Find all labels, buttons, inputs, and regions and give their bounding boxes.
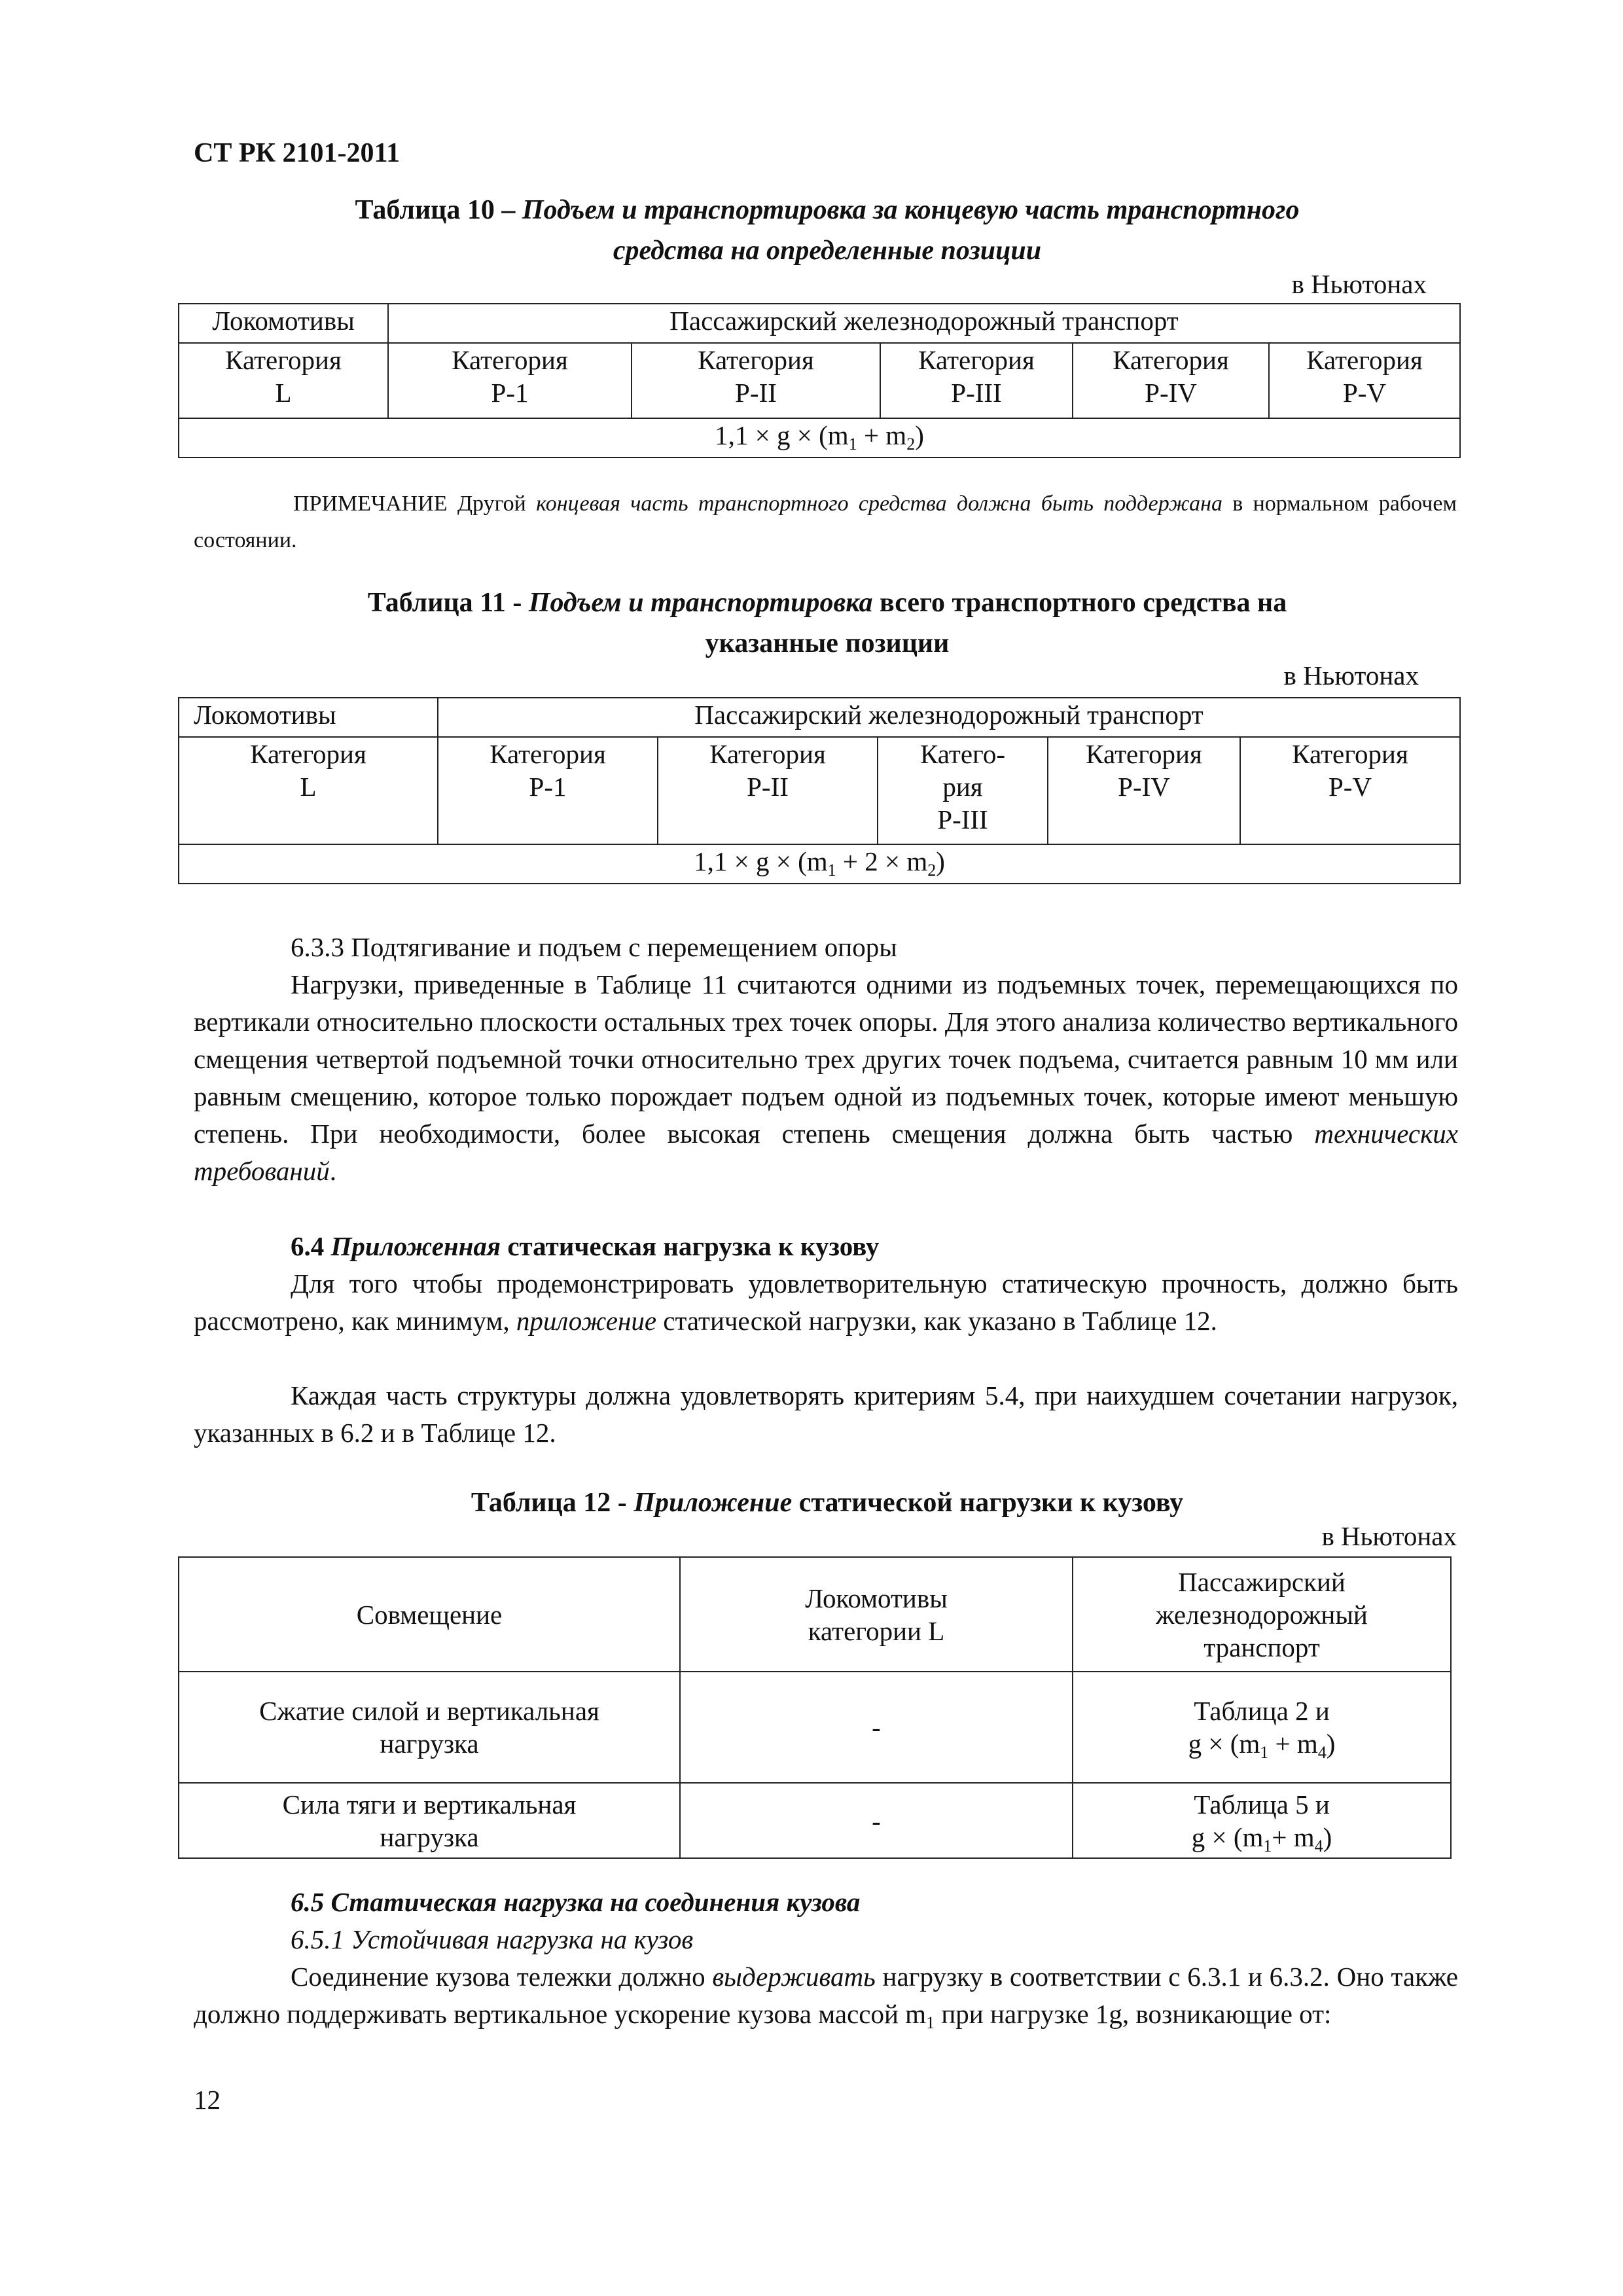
table12-head-locomotives: Локомотивы категории L — [680, 1557, 1073, 1672]
table10-category: Категория P-II — [632, 343, 880, 418]
table11-category: Катего- рия P-III — [878, 737, 1048, 844]
table10-category: Категория P-IV — [1073, 343, 1269, 418]
table10-category: Категория L — [179, 343, 388, 418]
table11-title-line2: указанные позиции — [705, 628, 950, 658]
table10-title — [194, 190, 1461, 271]
table12 — [178, 1556, 1452, 1859]
table12-title: Таблица 12 - Приложение статической нагрузки к кузову — [471, 1488, 1184, 1518]
table11-category: Категория P-1 — [438, 737, 658, 844]
table11-head-locomotives: Локомотивы — [179, 698, 438, 737]
section-6-4-heading: 6.4 Приложенная статическая нагрузка к кузову — [291, 1231, 880, 1261]
section-6-3-3-heading: 6.3.3 Подтягивание и подъем с перемещением опоры — [291, 932, 897, 962]
section-6-4-para2: Каждая часть структуры должна удовлетворять критериям 5.4, при наихудшем сочетании нагрузок, указанных в 6.2 и в Таблице 12. — [194, 1380, 1458, 1448]
table11-category: Категория P-V — [1240, 737, 1460, 844]
table12-row1-combination: Сжатие силой и вертикальная нагрузка — [179, 1672, 680, 1783]
table12-row2-combination: Сила тяги и вертикальная нагрузка — [179, 1783, 680, 1858]
section-6-4-para1: Для того чтобы продемонстрировать удовлетворительную статическую прочность, должно быть рассмотрено, как минимум, приложение статической нагрузки, как указано в Таблице 12. — [194, 1268, 1458, 1336]
table10-head-locomotives: Локомотивы — [179, 304, 388, 343]
table12-unit: в Ньютонах — [1321, 1521, 1457, 1551]
section-6-5-heading: 6.5 Статическая нагрузка на соединения кузова — [291, 1887, 861, 1917]
table10-category: Категория P-III — [880, 343, 1073, 418]
table10-category: Категория P-1 — [388, 343, 632, 418]
section-6-3-3-body: Нагрузки, приведенные в Таблице 11 считаются одними из подъемных точек, перемещающихся по вертикали относительно плоскости остальных трех точек опоры. Для этого анализа количество вертикального смещения четвертой подъемной точки относительно трех других точек подъема, считается равным 10 мм или равным смещению, которое только порождает подъем одной из подъемных точек, которые имеют меньшую степень. При необходимости, более высокая степень смещения должна быть частью технических требований. — [194, 969, 1458, 1186]
table12-head-combination: Совмещение — [179, 1557, 680, 1672]
table11-category: Категория P-II — [658, 737, 878, 844]
table11-title — [194, 583, 1461, 664]
table11-unit: в Ньютонах — [1283, 660, 1419, 691]
page-number: 12 — [194, 2085, 221, 2115]
table12-row2-passenger: Таблица 5 и $g \times (m_1+ m_4)$ — [1073, 1783, 1451, 1858]
table11-title-line1: Таблица 11 - Подъем и транспортировка всего транспортного средства на — [367, 588, 1287, 618]
table11 — [178, 697, 1461, 884]
table10-title-line1: Таблица 10 – Подъем и транспортировка за концевую часть транспортного — [355, 195, 1300, 225]
table11-category: Категория L — [179, 737, 438, 844]
table12-head-passenger: Пассажирский железнодорожный транспорт — [1073, 1557, 1451, 1672]
table11-category: Категория P-IV — [1048, 737, 1240, 844]
table10-unit: в Ньютонах — [1291, 269, 1427, 299]
table11-head-passenger: Пассажирский железнодорожный транспорт — [438, 698, 1460, 737]
table10-head-passenger: Пассажирский железнодорожный транспорт — [388, 304, 1460, 343]
section-6-5-1-heading: 6.5.1 Устойчивая нагрузка на кузов — [291, 1924, 694, 1954]
table10-title-line2: средства на определенные позиции — [613, 236, 1042, 266]
table11-formula: $1,1 \times g \times (m_1 + 2 \times m_2)$ — [179, 844, 1460, 884]
table10-note: ПРИМЕЧАНИЕ Другой концевая часть транспортного средства должна быть поддержана в нормальном рабочем состоянии. — [194, 492, 1457, 552]
table12-row1-locomotives: - — [680, 1672, 1073, 1783]
table10-formula: $1,1 \times g \times (m_1 + m_2)$ — [179, 418, 1460, 457]
table10 — [178, 303, 1461, 458]
table12-row2-locomotives: - — [680, 1783, 1073, 1858]
section-6-5-1-body: Соединение кузова тележки должно выдерживать нагрузку в соответствии с 6.3.1 и 6.3.2. Оно также должно поддерживать вертикальное ускорение кузова массой $m_1$ при нагрузке 1g, возникающие от: — [194, 1962, 1458, 2032]
table10-category: Категория P-V — [1269, 343, 1460, 418]
table12-row1-passenger: Таблица 2 и $g \times (m_1 + m_4)$ — [1073, 1672, 1451, 1783]
document-code: СТ РК 2101-2011 — [194, 138, 401, 168]
